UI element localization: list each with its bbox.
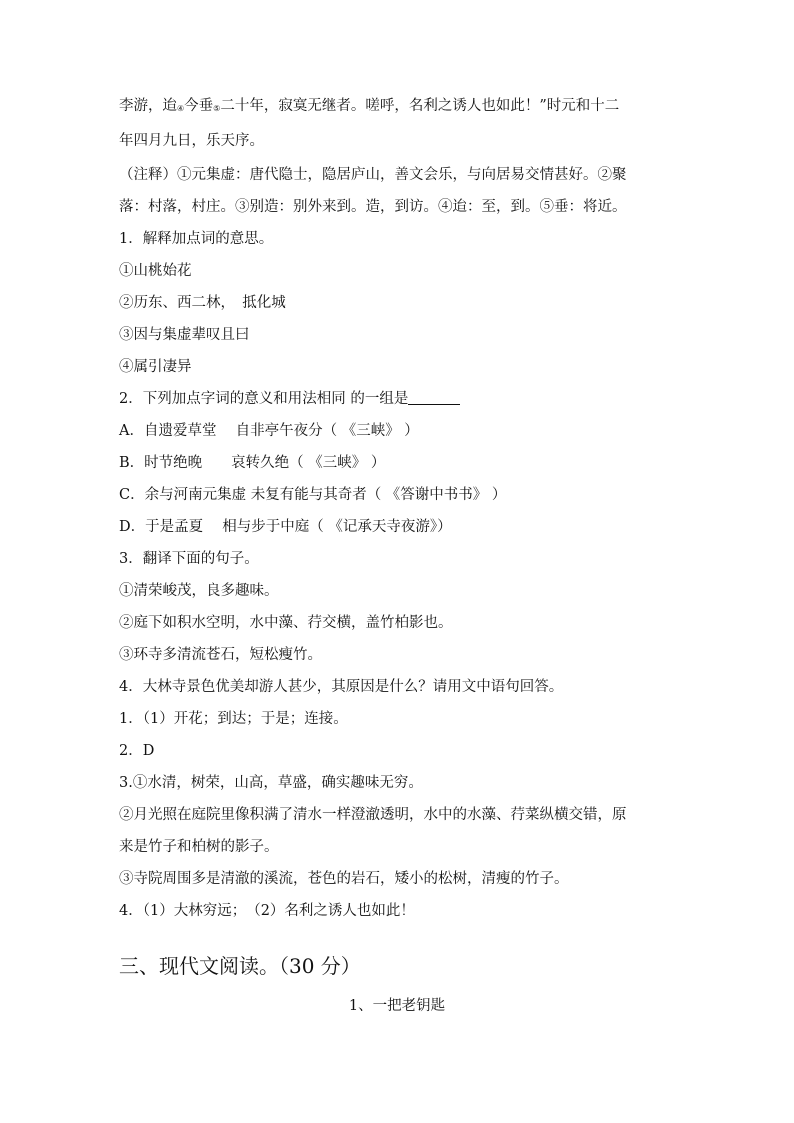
question-4-title: 4．大林寺景色优美却游人甚少，其原因是什么？请用文中语句回答。 <box>119 679 564 695</box>
answer-3-2-cont: 来是竹子和柏树的影子。 <box>119 839 279 855</box>
question-2-option-a: A．自遗爱草堂 自非亭午夜分（ 《三峡》 ） <box>119 423 419 439</box>
answer-3-2: ②月光照在庭院里像积满了清水一样澄澈透明，水中的水藻、荇菜纵横交错，原 <box>119 807 627 823</box>
question-1-item: ②历东、西二林， 抵化城 <box>119 295 286 311</box>
passage-title: 1、一把老钥匙 <box>348 998 446 1014</box>
page-content <box>119 90 679 927</box>
answer-2: 2．D <box>119 743 155 759</box>
answer-4: 4．（1）大林穷远； （2）名利之诱人也如此！ <box>119 903 415 919</box>
question-2-option-d: D．于是孟夏 相与步于中庭（ 《记承天寺夜游》） <box>119 519 452 535</box>
question-2-option-c: C．余与河南元集虚 未复有能与其奇者（ 《答谢中书书》 ） <box>119 487 507 503</box>
footnote-marker-4: ④ <box>177 104 185 113</box>
question-3-item: ①清荣峻茂，良多趣味。 <box>119 583 279 599</box>
question-2-title: 2．下列加点字词的意义和用法相同 的一组是 <box>119 383 679 415</box>
question-2-option-b: B．时节绝晚 哀转久绝（ 《三峡》 ） <box>119 455 386 471</box>
question-1-title: 1．解释加点词的意思。 <box>119 231 274 247</box>
question-1-item: ④属引凄异 <box>119 359 192 375</box>
footnote-marker-5: ⑤ <box>213 104 221 113</box>
answer-blank <box>408 388 460 405</box>
question-3-title: 3．翻译下面的句子。 <box>119 551 259 567</box>
question-1-item: ①山桃始花 <box>119 263 192 279</box>
notes-line-1: （注释）①元集虚：唐代隐士，隐居庐山，善文会乐，与向居易交情甚好。②聚 <box>119 167 627 183</box>
section-3-heading: 三、现代文阅读。（30 分） <box>119 954 361 978</box>
question-3-item: ③环寺多清流苍石，短松瘦竹。 <box>119 647 322 663</box>
intro-line-1: 李游，迨$_④$今垂$_⑤$二十年，寂寞无继者。嗟呼，名利之诱人也如此！”时元和十二 <box>119 98 620 114</box>
answer-3-1: 3.①水清，树荣，山高，草盛，确实趣味无穷。 <box>119 775 423 791</box>
question-3-item: ②庭下如积水空明，水中藻、荇交横，盖竹柏影也。 <box>119 615 453 631</box>
answer-3-3: ③寺院周围多是清澈的溪流，苍色的岩石，矮小的松树，清瘦的竹子。 <box>119 871 569 887</box>
intro-line-2: 年四月九日，乐天序。 <box>119 133 264 149</box>
question-1-item: ③因与集虚辈叹且曰 <box>119 327 250 343</box>
answer-1: 1．（1）开花；到达；于是；连接。 <box>119 711 348 727</box>
notes-line-2: 落：村落，村庄。③别造：别外来到。造，到访。④迨：至，到。⑤垂：将近。 <box>119 199 627 215</box>
